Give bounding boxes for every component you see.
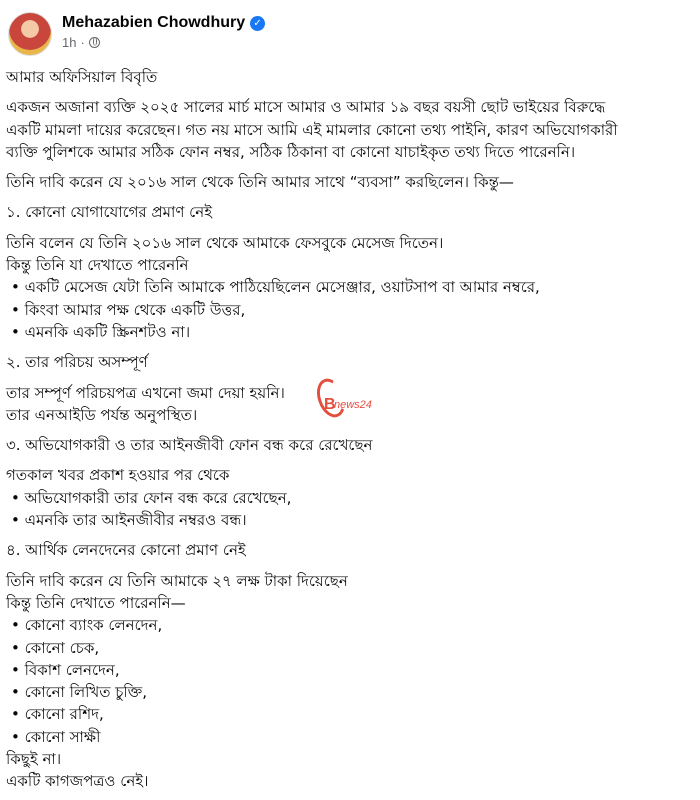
- paragraph-gap: [6, 88, 700, 96]
- author-row: [62, 14, 265, 32]
- bullet-item: • এমনকি তার আইনজীবীর নম্বরও বন্ধ।: [6, 509, 700, 531]
- post-text-line: আমার অফিসিয়াল বিবৃতি: [6, 68, 158, 86]
- post-text-line: ১. কোনো যোগাযোগের প্রমাণ নেই: [6, 203, 213, 222]
- verified-badge-icon: ✓: [250, 16, 265, 31]
- post-text-line: তিনি বলেন যে তিনি ২০১৬ সাল থেকে আমাকে ফেসবুকে মেসেজ দিতেন।: [6, 233, 444, 252]
- post-time[interactable]: 1h: [62, 35, 77, 50]
- bullet-item: • কিংবা আমার পক্ষ থেকে একটি উত্তর,: [6, 299, 700, 321]
- paragraph-gap: [6, 456, 700, 464]
- paragraph-gap: [6, 224, 700, 232]
- post-meta: [62, 14, 265, 50]
- paragraph-gap: [6, 562, 700, 570]
- bullet-item: • কোনো চেক,: [6, 637, 700, 659]
- post-text-line: তার সম্পূর্ণ পরিচয়পত্র এখনো জমা দেয়া হয়নি।: [6, 383, 285, 402]
- watermark-letter: B: [324, 396, 336, 413]
- bullet-item: • অভিযোগকারী তার ফোন বন্ধ করে রেখেছেন,: [6, 487, 700, 509]
- post-text-line: তিনি দাবি করেন যে তিনি আমাকে ২৭ লক্ষ টাকা দিয়েছেন: [6, 571, 348, 590]
- post-text-line: একটি মামলা দায়ের করেছেন। গত নয় মাসে আমি এই মামলার কোনো তথ্য পাইনি, কারণ অভিযোগকারী: [6, 120, 618, 139]
- post-text-line: কিন্তু তিনি যা দেখাতে পারেননি: [6, 256, 189, 275]
- post-body: [6, 66, 700, 793]
- post-header: [8, 12, 265, 56]
- avatar[interactable]: [8, 12, 52, 56]
- post-text-line: গতকাল খবর প্রকাশ হওয়ার পর থেকে: [6, 466, 230, 485]
- bullet-item: • এমনকি একটি স্ক্রিনশটও না।: [6, 321, 700, 343]
- bullet-item: • কোনো লিখিত চুক্তি,: [6, 681, 700, 703]
- watermark-text: news24: [334, 399, 372, 411]
- paragraph-gap: [6, 343, 700, 351]
- post-text-line: কিন্তু তিনি দেখাতে পারেননি—: [6, 593, 186, 612]
- post-text-line: তিনি দাবি করেন যে ২০১৬ সাল থেকে তিনি আমার সাথে “ব্যবসা” করছিলেন। কিন্তু—: [6, 173, 514, 192]
- post-text-line: ৩. অভিযোগকারী ও তার আইনজীবী ফোন বন্ধ করে রেখেছেন: [6, 436, 373, 455]
- bullet-item: • বিকাশ লেনদেন,: [6, 659, 700, 681]
- post-text-line: একজন অজানা ব্যক্তি ২০২৫ সালের মার্চ মাসে আমার ও আমার ১৯ বছর বয়সী ছোট ভাইয়ের বিরুদ্ধে: [6, 98, 606, 117]
- bullet-item: • একটি মেসেজ যেটা তিনি আমাকে পাঠিয়েছিলেন মেসেঞ্জার, ওয়াটসাপ বা আমার নম্বরে,: [6, 276, 700, 298]
- author-name[interactable]: Mehazabien Chowdhury: [62, 14, 246, 31]
- globe-icon[interactable]: [89, 37, 100, 48]
- post-text-line: ৪. আর্থিক লেনদেনের কোনো প্রমাণ নেই: [6, 541, 246, 560]
- post-text-line: একটি কাগজপত্রও নেই।: [6, 772, 149, 791]
- post-text-line: তার এনআইডি পর্যন্ত অনুপস্থিত।: [6, 405, 198, 424]
- paragraph-gap: [6, 426, 700, 434]
- bnews24-watermark-logo: [318, 378, 370, 420]
- separator-dot: ·: [80, 35, 85, 50]
- post-subline: [62, 35, 265, 50]
- paragraph-gap: [6, 163, 700, 171]
- bullet-item: • কোনো ব্যাংক লেনদেন,: [6, 614, 700, 636]
- paragraph-gap: [6, 531, 700, 539]
- bullet-item: • কোনো রশিদ,: [6, 703, 700, 725]
- post-text-line: কিছুই না।: [6, 750, 62, 769]
- post-text-line: ২. তার পরিচয় অসম্পূর্ণ: [6, 353, 148, 372]
- paragraph-gap: [6, 193, 700, 201]
- bullet-item: • কোনো সাক্ষী: [6, 726, 700, 748]
- post-text-line: ব্যক্তি পুলিশকে আমার সঠিক ফোন নম্বর, সঠিক ঠিকানা বা কোনো যাচাইকৃত তথ্য দিতে পারেননি।: [6, 142, 576, 161]
